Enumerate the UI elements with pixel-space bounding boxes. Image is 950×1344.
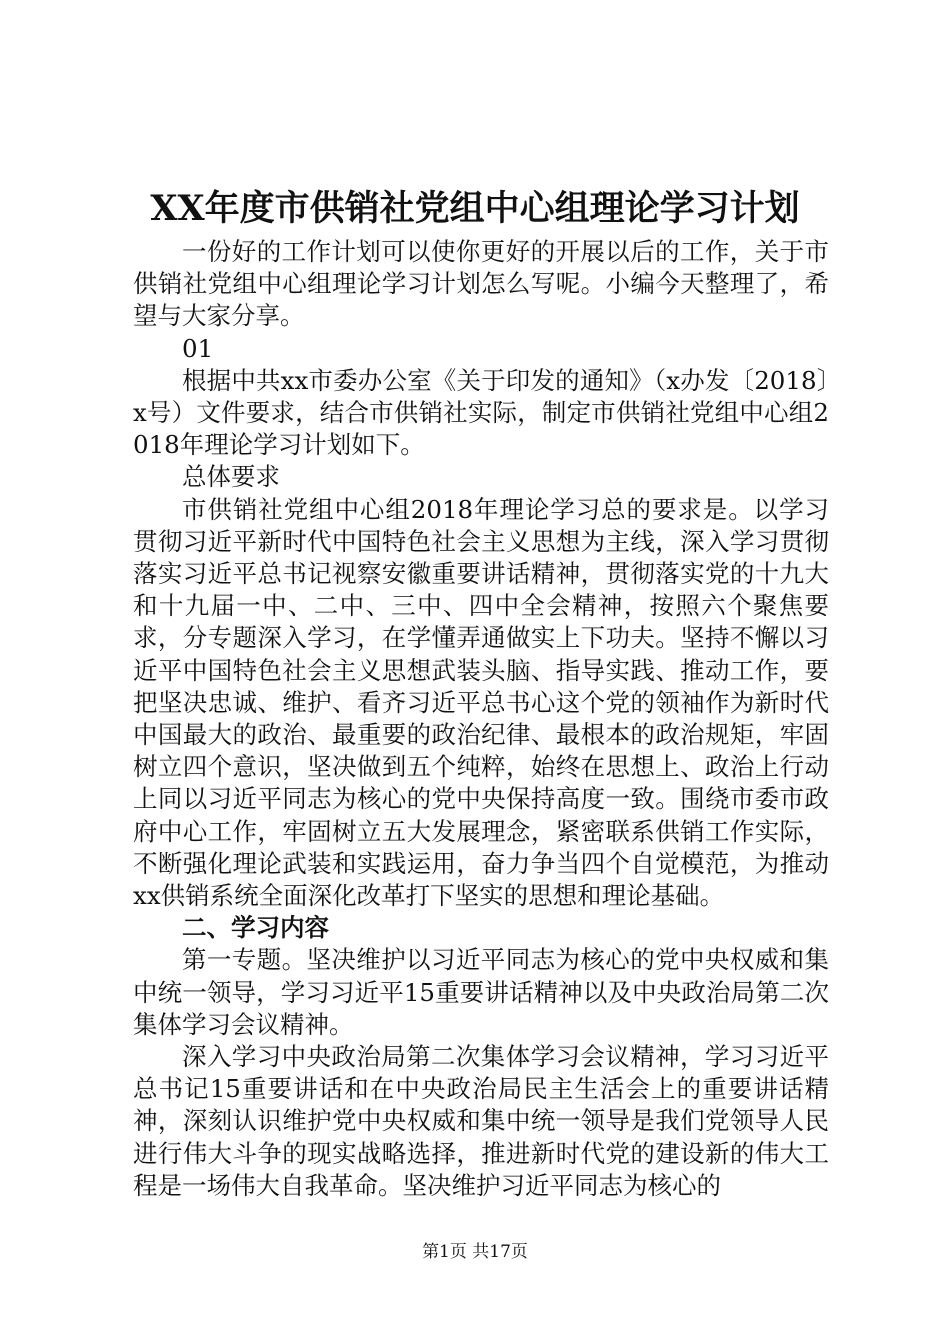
paragraph-intro: 一份好的工作计划可以使你更好的开展以后的工作，关于市供销社党组中心组理论学习计划怎么写呢。小编今天整理了，希望与大家分享。 (133, 237, 829, 331)
page-footer: 第1页 共17页 (422, 1242, 528, 1262)
document-title: XX年度市供销社党组中心组理论学习计划 (150, 188, 800, 229)
document-body (133, 236, 829, 1202)
paragraph-topic-one-detail: 深入学习中央政治局第二次集体学习会议精神，学习习近平总书记15重要讲话和在中央政治局民主生活会上的重要讲话精神，深刻认识维护党中央权威和集中统一领导是我们党领导人民进行伟大斗争的现实战略选择，推进新时代党的建设新的伟大工程是一场伟大自我革命。坚决维护习近平同志为核心的 (133, 1042, 829, 1200)
paragraph-overall-requirements-label: 总体要求 (182, 462, 280, 492)
paragraph-basis: 根据中共xx市委办公室《关于印发的通知》（x办发〔2018〕x号）文件要求，结合市供销社实际，制定市供销社党组中心组2018年理论学习计划如下。 (133, 365, 829, 460)
section-heading-study-content: 二、学习内容 (182, 913, 329, 943)
paragraph-topic-one: 第一专题。坚决维护以习近平同志为核心的党中央权威和集中统一领导，学习习近平15重要讲话精神以及中央政治局第二次集体学习会议精神。 (133, 945, 829, 1039)
paragraph-overall-requirements: 市供销社党组中心组2018年理论学习总的要求是。以学习贯彻习近平新时代中国特色社会主义思想为主线，深入学习贯彻落实习近平总书记视察安徽重要讲话精神，贯彻落实党的十九大和十九届一中、二中、三中、四中全会精神，按照六个聚焦要求，分专题深入学习，在学懂弄通做实上下功夫。坚持不懈以习近平中国特色社会主义思想武装头脑、指导实践、推动工作，要把坚决忠诚、维护、看齐习近平总书心这个党的领袖作为新时代中国最大的政治、最重要的政治纪律、最根本的政治规矩，牢固树立四个意识，坚决做到五个纯粹，始终在思想上、政治上行动上同以习近平同志为核心的党中央保持高度一致。围绕市委市政府中心工作，牢固树立五大发展理念，紧密联系供销工作实际，不断强化理论武装和实践运用，奋力争当四个自觉模范，为推动xx供销系统全面深化改革打下坚实的思想和理论基础。 (133, 494, 829, 911)
paragraph-section-number: 01 (182, 333, 214, 363)
